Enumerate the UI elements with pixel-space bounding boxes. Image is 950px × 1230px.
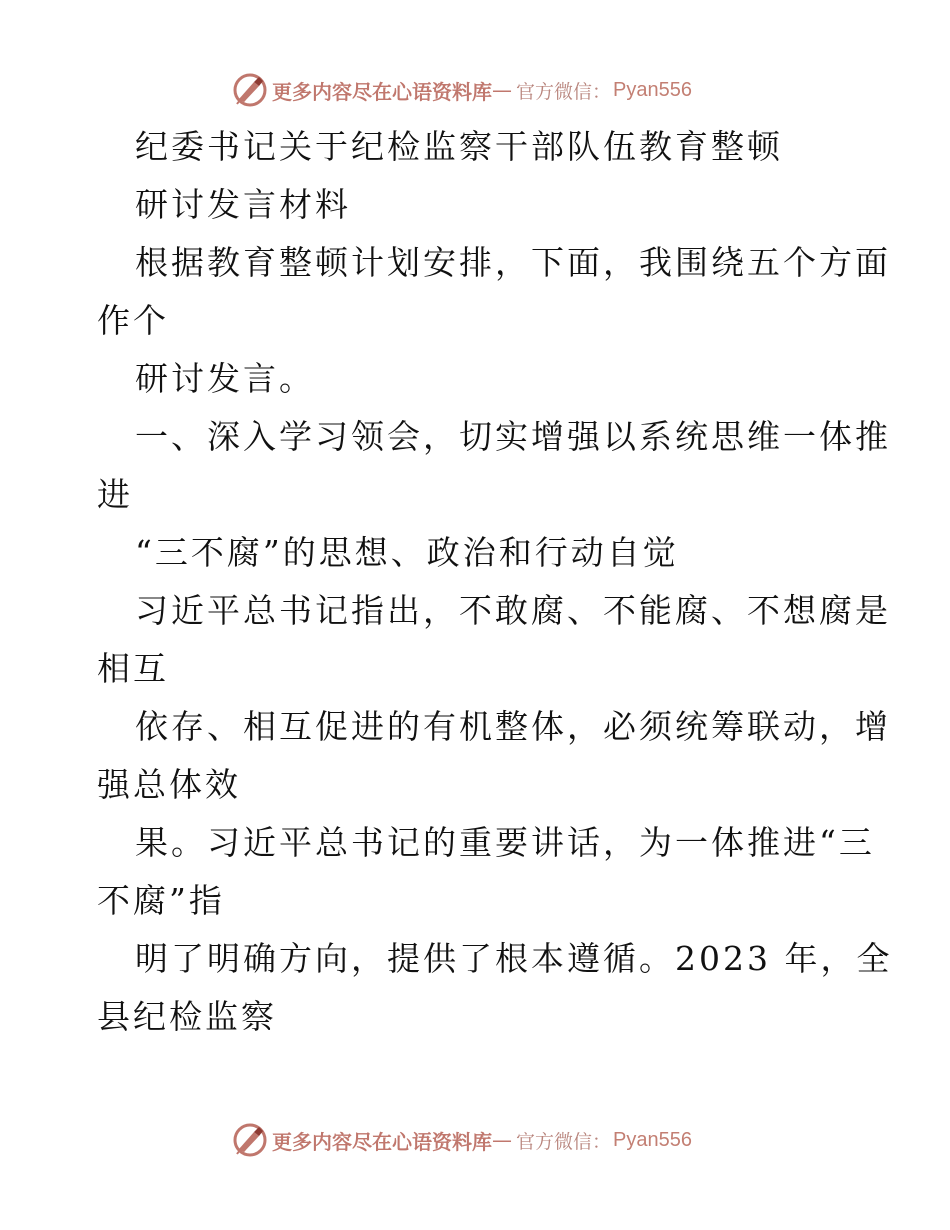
banner-separator: — [492,1128,512,1152]
pen-logo-icon [232,72,268,108]
section-heading-line: “三不腐”的思想、政治和行动自觉 [135,533,679,572]
footer-banner [232,1120,692,1160]
paragraph-line: 作个 [97,301,169,340]
paragraph-line: 果。习近平总书记的重要讲话，为一体推进“三 [135,823,875,862]
section-heading-line: 进 [97,475,133,514]
paragraph-line: 根据教育整顿计划安排，下面，我围绕五个方面 [135,243,891,282]
paragraph-line: 不腐”指 [97,881,225,920]
title-line-2: 研讨发言材料 [135,185,351,224]
paragraph-line: 强总体效 [97,765,241,804]
title-line-1: 纪委书记关于纪检监察干部队伍教育整顿 [135,127,783,166]
header-banner [232,70,692,110]
document-body [97,118,893,1046]
wechat-label: 官方微信： [516,1130,612,1153]
paragraph-line: 县纪检监察 [97,997,277,1036]
paragraph-line: 依存、相互促进的有机整体，必须统筹联动，增 [135,707,891,746]
pen-logo-icon [232,1122,268,1158]
wechat-label: 官方微信： [516,80,612,103]
wechat-account: Pyan556 [613,78,692,101]
paragraph-line: 习近平总书记指出，不敢腐、不能腐、不想腐是 [135,591,891,630]
banner-separator: — [492,78,512,102]
section-heading-line: 一、深入学习领会，切实增强以系统思维一体推 [135,417,891,456]
wechat-account: Pyan556 [613,1128,692,1151]
paragraph-line: 明了明确方向，提供了根本遵循。2023 年，全 [135,939,893,978]
site-name: 更多内容尽在心语资料库 [272,79,492,104]
paragraph-line: 相互 [97,649,169,688]
paragraph-line: 研讨发言。 [135,359,315,398]
site-name: 更多内容尽在心语资料库 [272,1129,492,1154]
